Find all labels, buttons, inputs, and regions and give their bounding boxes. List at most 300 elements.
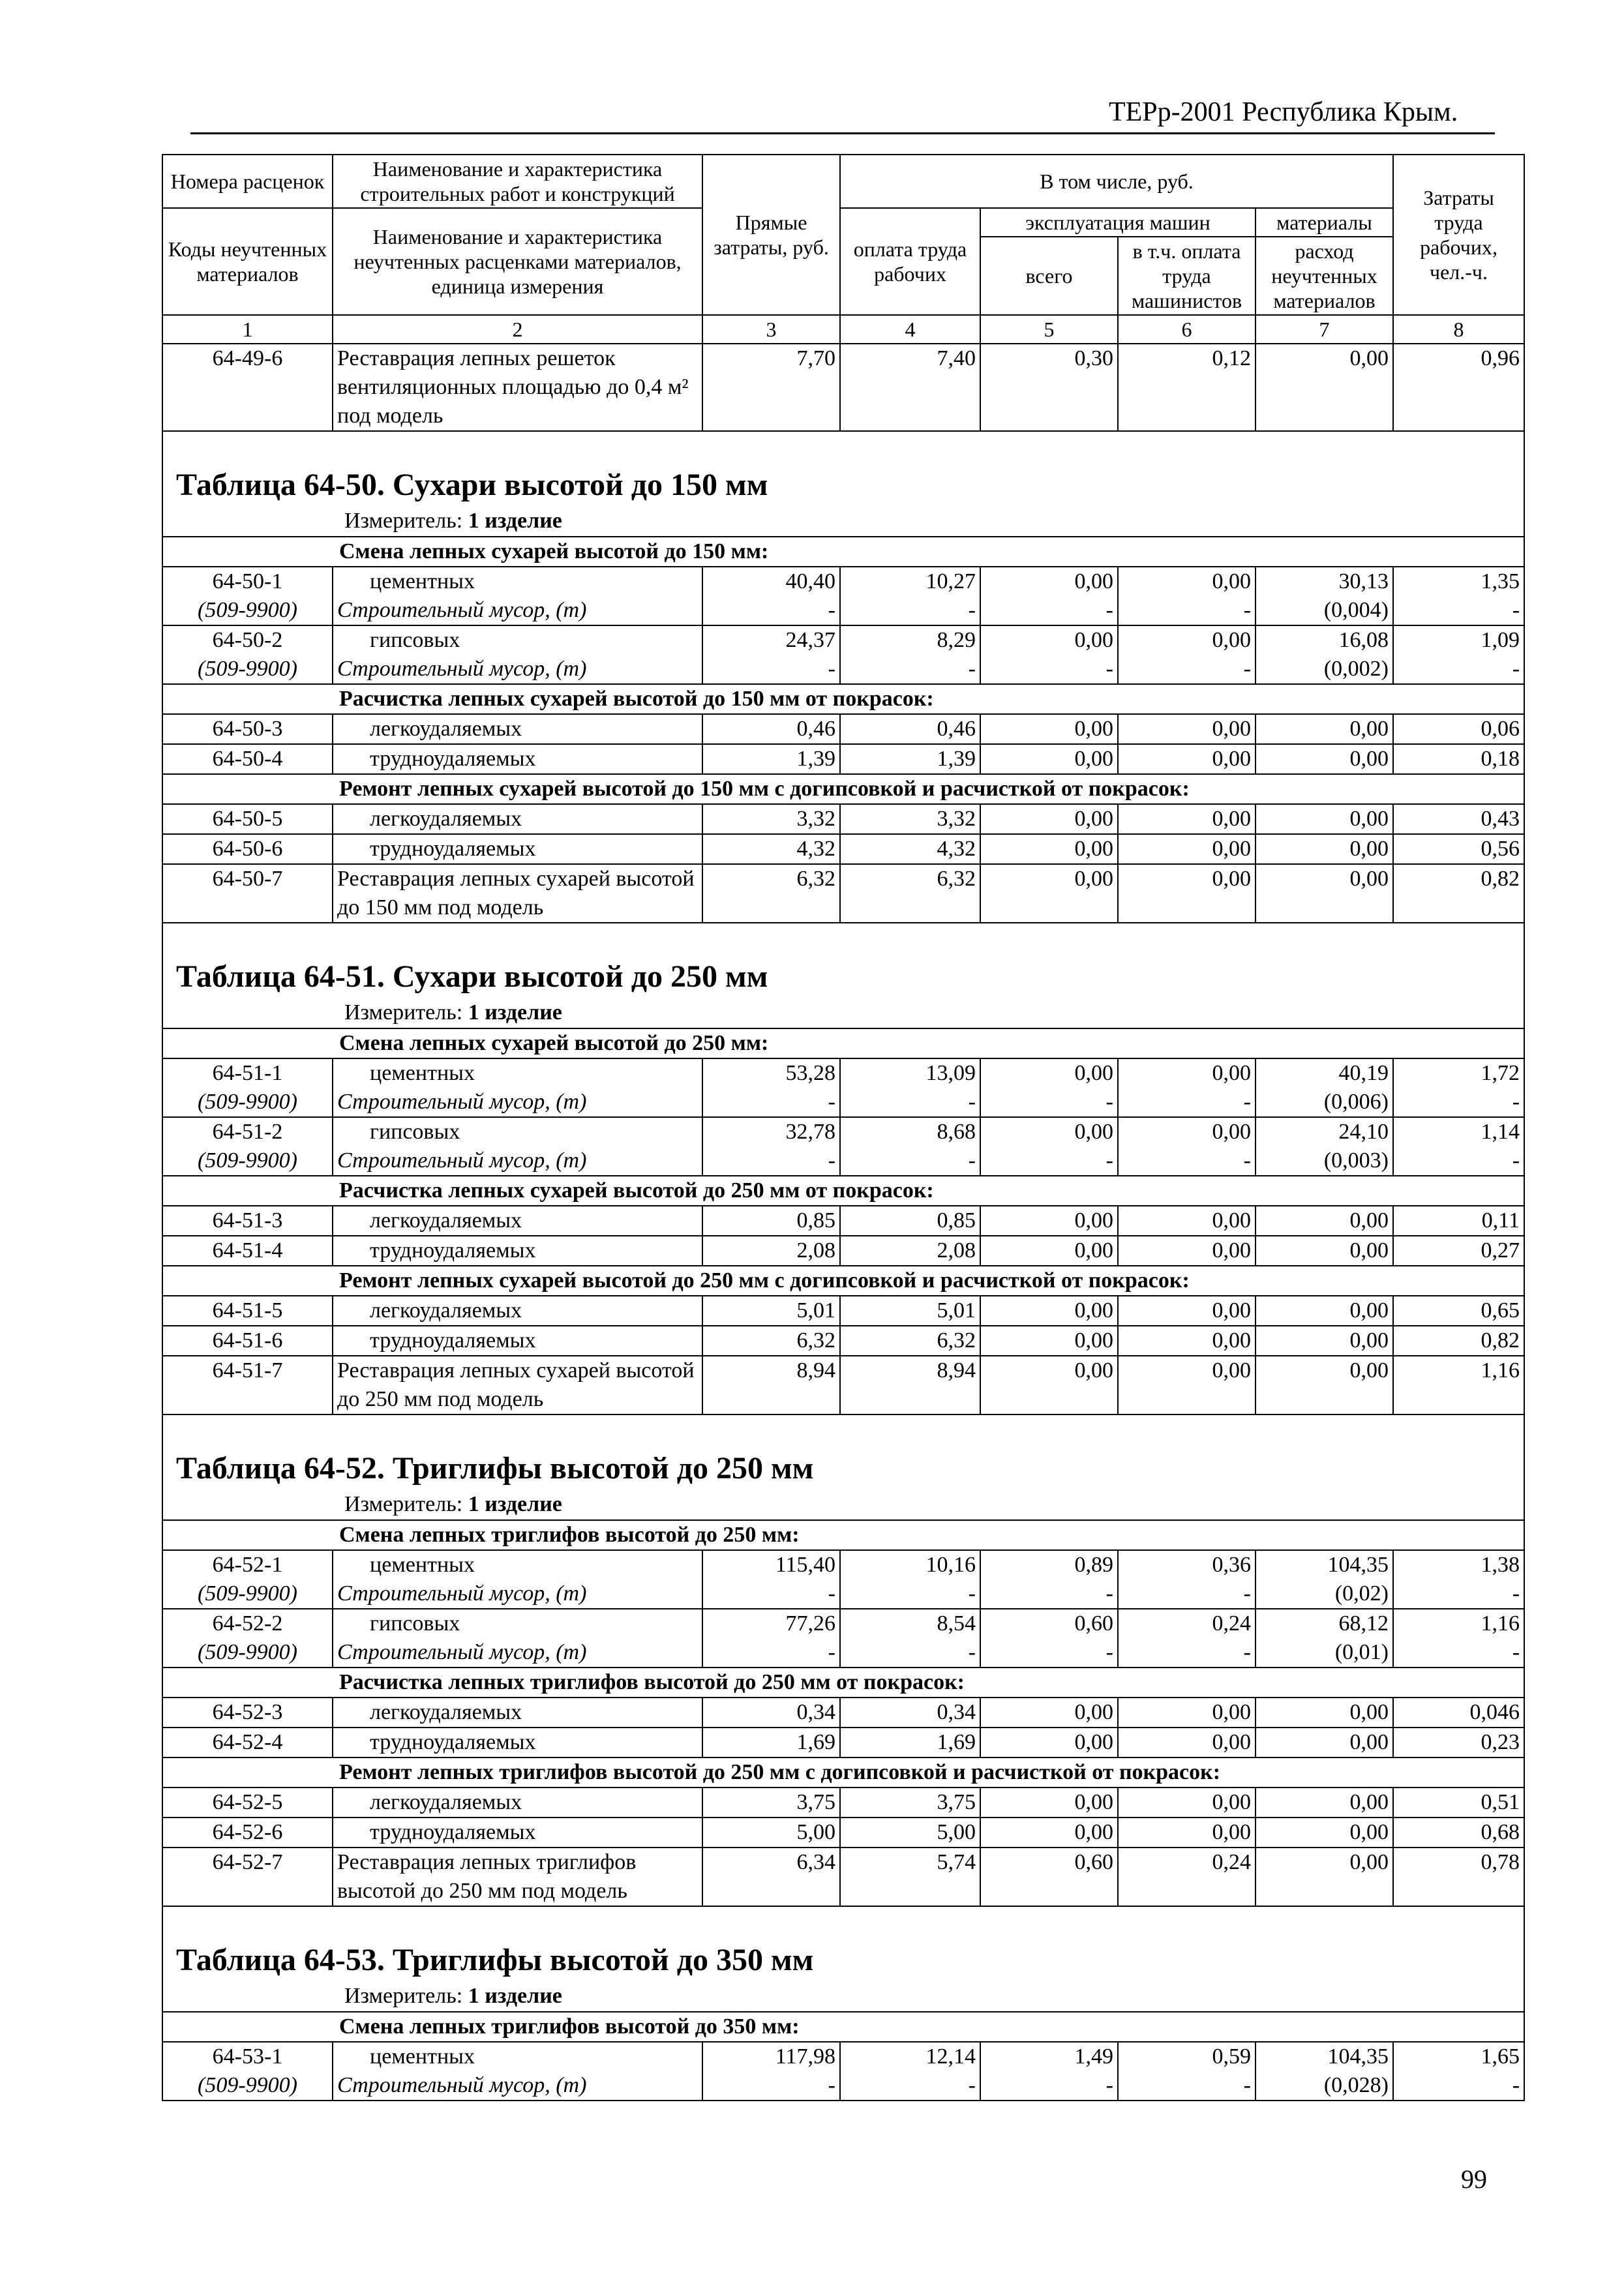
- machinist-pay-value: -: [1118, 1088, 1256, 1117]
- material-consumption-value: 104,35: [1256, 2042, 1393, 2071]
- page-number: 99: [1461, 2164, 1487, 2194]
- machinist-pay-value: 0,00: [1118, 714, 1256, 744]
- group-title: Ремонт лепных сухарей высотой до 150 мм с догипсовкой и расчисткой от покрасок:: [162, 774, 1524, 804]
- column-number: 1: [162, 315, 333, 344]
- header-machinist-pay: в т.ч. оплата труда машинистов: [1118, 237, 1256, 315]
- table-row: [162, 567, 1524, 596]
- direct-costs-value: 0,46: [702, 714, 840, 744]
- direct-costs-value: 3,32: [702, 804, 840, 834]
- unit-value: 1 изделие: [468, 509, 562, 533]
- group-row: [162, 1028, 1524, 1058]
- direct-costs-value: 1,69: [702, 1728, 840, 1758]
- table-row: [162, 1356, 1524, 1414]
- rate-code: 64-52-5: [162, 1788, 333, 1818]
- machinist-pay-value: -: [1118, 1579, 1256, 1609]
- worker-pay-value: 6,32: [840, 864, 980, 923]
- material-consumption-value: (0,006): [1256, 1088, 1393, 1117]
- material-name: Строительный мусор, (т): [333, 1088, 702, 1117]
- worker-pay-value: -: [840, 596, 980, 625]
- unit-value: 1 изделие: [468, 1492, 562, 1516]
- machinist-pay-value: 0,36: [1118, 1550, 1256, 1579]
- group-row: [162, 1266, 1524, 1296]
- rate-code: 64-52-3: [162, 1698, 333, 1728]
- labor-costs-value: 1,38: [1393, 1550, 1524, 1579]
- rate-code: 64-51-4: [162, 1236, 333, 1266]
- worker-pay-value: 0,34: [840, 1698, 980, 1728]
- machines-total-value: 0,00: [980, 1788, 1118, 1818]
- machines-total-value: 0,00: [980, 1117, 1118, 1146]
- material-row: [162, 1638, 1524, 1668]
- table-row: [162, 714, 1524, 744]
- rates-table: [162, 154, 1525, 2101]
- labor-costs-value: 1,16: [1393, 1609, 1524, 1638]
- table-row: [162, 344, 1524, 431]
- group-row: [162, 1758, 1524, 1788]
- group-row: [162, 1520, 1524, 1550]
- table-header: [162, 155, 1524, 344]
- direct-costs-value: 77,26: [702, 1609, 840, 1638]
- unit-value: 1 изделие: [468, 1000, 562, 1025]
- table-row: [162, 1728, 1524, 1758]
- table-row: [162, 1117, 1524, 1146]
- machines-total-value: 0,00: [980, 804, 1118, 834]
- material-row: [162, 1146, 1524, 1176]
- group-row: [162, 537, 1524, 567]
- material-code: (509-9900): [162, 655, 333, 684]
- header-machines-total: всего: [980, 237, 1118, 315]
- rate-name: легкоудаляемых: [333, 804, 702, 834]
- column-number: 4: [840, 315, 980, 344]
- worker-pay-value: 8,68: [840, 1117, 980, 1146]
- rate-name: трудноудаляемых: [333, 744, 702, 774]
- worker-pay-value: 8,29: [840, 625, 980, 655]
- table-row: [162, 1698, 1524, 1728]
- machines-total-value: -: [980, 596, 1118, 625]
- group-title: Ремонт лепных триглифов высотой до 250 мм с догипсовкой и расчисткой от покрасок:: [162, 1758, 1524, 1788]
- table-heading: [162, 431, 1524, 537]
- material-consumption-value: 0,00: [1256, 1788, 1393, 1818]
- direct-costs-value: 53,28: [702, 1058, 840, 1088]
- group-title: Смена лепных триглифов высотой до 250 мм:: [162, 1520, 1524, 1550]
- rate-name: Реставрация лепных решеток вентиляционных площадью до 0,4 м² под модель: [333, 344, 702, 431]
- rate-name: Реставрация лепных сухарей высотой до 250 мм под модель: [333, 1356, 702, 1414]
- table-title: Таблица 64-53. Триглифы высотой до 350 мм: [176, 1943, 814, 1977]
- worker-pay-value: 3,75: [840, 1788, 980, 1818]
- machines-total-value: 0,00: [980, 1296, 1118, 1326]
- material-name: Строительный мусор, (т): [333, 1638, 702, 1668]
- unit-label: Измеритель:: [344, 509, 463, 533]
- worker-pay-value: -: [840, 1088, 980, 1117]
- machines-total-value: 0,60: [980, 1848, 1118, 1906]
- group-title: Ремонт лепных сухарей высотой до 250 мм с догипсовкой и расчисткой от покрасок:: [162, 1266, 1524, 1296]
- labor-costs-value: 1,65: [1393, 2042, 1524, 2071]
- table-row: [162, 1550, 1524, 1579]
- machinist-pay-value: 0,24: [1118, 1609, 1256, 1638]
- rate-name: легкоудаляемых: [333, 1206, 702, 1236]
- column-number: 7: [1256, 315, 1393, 344]
- header-including: В том числе, руб.: [840, 155, 1393, 208]
- header-material-name: Наименование и характеристика неучтенных расценками материалов, единица измерения: [333, 208, 702, 315]
- header-worker-pay: оплата труда рабочих: [840, 208, 980, 315]
- direct-costs-value: 7,70: [702, 344, 840, 431]
- rate-code: 64-50-3: [162, 714, 333, 744]
- worker-pay-value: 12,14: [840, 2042, 980, 2071]
- header-materials: материалы: [1256, 208, 1393, 237]
- machinist-pay-value: 0,00: [1118, 1818, 1256, 1848]
- machines-total-value: 0,60: [980, 1609, 1118, 1638]
- direct-costs-value: -: [702, 1579, 840, 1609]
- table-title: Таблица 64-52. Триглифы высотой до 250 мм: [176, 1451, 814, 1486]
- machines-total-value: 0,00: [980, 1236, 1118, 1266]
- rate-name: цементных: [333, 2042, 702, 2071]
- machines-total-value: 0,00: [980, 744, 1118, 774]
- material-consumption-value: 0,00: [1256, 344, 1393, 431]
- worker-pay-value: -: [840, 1638, 980, 1668]
- rate-code: 64-50-6: [162, 834, 333, 864]
- material-consumption-value: 0,00: [1256, 1728, 1393, 1758]
- group-row: [162, 774, 1524, 804]
- material-name: Строительный мусор, (т): [333, 655, 702, 684]
- header-machines: эксплуатация машин: [980, 208, 1256, 237]
- material-consumption-value: 0,00: [1256, 1206, 1393, 1236]
- unit-of-measure: [163, 506, 1524, 536]
- direct-costs-value: 117,98: [702, 2042, 840, 2071]
- rate-name: гипсовых: [333, 1117, 702, 1146]
- worker-pay-value: 10,27: [840, 567, 980, 596]
- group-title: Расчистка лепных сухарей высотой до 150 мм от покрасок:: [162, 684, 1524, 714]
- material-consumption-value: 0,00: [1256, 1698, 1393, 1728]
- unit-label: Измеритель:: [344, 1492, 463, 1516]
- worker-pay-value: 10,16: [840, 1550, 980, 1579]
- machinist-pay-value: 0,59: [1118, 2042, 1256, 2071]
- direct-costs-value: -: [702, 1146, 840, 1176]
- machinist-pay-value: 0,12: [1118, 344, 1256, 431]
- machinist-pay-value: 0,00: [1118, 567, 1256, 596]
- direct-costs-value: -: [702, 596, 840, 625]
- material-name: Строительный мусор, (т): [333, 1579, 702, 1609]
- machines-total-value: -: [980, 1579, 1118, 1609]
- material-code: (509-9900): [162, 1579, 333, 1609]
- direct-costs-value: -: [702, 1088, 840, 1117]
- page-header-title: ТЕРр-2001 Республика Крым.: [1109, 97, 1458, 127]
- material-consumption-value: (0,028): [1256, 2071, 1393, 2101]
- rate-code: 64-51-7: [162, 1356, 333, 1414]
- machinist-pay-value: 0,00: [1118, 1206, 1256, 1236]
- labor-costs-value: 0,06: [1393, 714, 1524, 744]
- table-heading-row: [162, 1414, 1524, 1520]
- machinist-pay-value: 0,00: [1118, 864, 1256, 923]
- table-row: [162, 864, 1524, 923]
- labor-costs-value: 0,96: [1393, 344, 1524, 431]
- material-consumption-value: 0,00: [1256, 714, 1393, 744]
- machinist-pay-value: 0,00: [1118, 1326, 1256, 1356]
- table-row: [162, 1818, 1524, 1848]
- table-heading: [162, 1414, 1524, 1520]
- material-consumption-value: 0,00: [1256, 834, 1393, 864]
- machines-total-value: -: [980, 2071, 1118, 2101]
- material-consumption-value: 0,00: [1256, 1236, 1393, 1266]
- machines-total-value: 1,49: [980, 2042, 1118, 2071]
- labor-costs-value: 0,27: [1393, 1236, 1524, 1266]
- direct-costs-value: 0,85: [702, 1206, 840, 1236]
- material-name: Строительный мусор, (т): [333, 1146, 702, 1176]
- rate-name: трудноудаляемых: [333, 834, 702, 864]
- labor-costs-value: 1,72: [1393, 1058, 1524, 1088]
- rate-name: Реставрация лепных триглифов высотой до 250 мм под модель: [333, 1848, 702, 1906]
- labor-costs-value: 0,68: [1393, 1818, 1524, 1848]
- table-row: [162, 1058, 1524, 1088]
- material-consumption-value: 16,08: [1256, 625, 1393, 655]
- machines-total-value: 0,00: [980, 1206, 1118, 1236]
- machinist-pay-value: 0,00: [1118, 1698, 1256, 1728]
- labor-costs-value: 1,14: [1393, 1117, 1524, 1146]
- machinist-pay-value: 0,00: [1118, 1117, 1256, 1146]
- rate-code: 64-52-1: [162, 1550, 333, 1579]
- material-row: [162, 1579, 1524, 1609]
- unit-of-measure: [163, 998, 1524, 1028]
- machines-total-value: 0,00: [980, 1326, 1118, 1356]
- machinist-pay-value: -: [1118, 2071, 1256, 2101]
- header-direct-costs: Прямые затраты, руб.: [702, 155, 840, 315]
- worker-pay-value: 1,39: [840, 744, 980, 774]
- material-consumption-value: (0,01): [1256, 1638, 1393, 1668]
- rate-name: гипсовых: [333, 1609, 702, 1638]
- group-title: Расчистка лепных сухарей высотой до 250 мм от покрасок:: [162, 1176, 1524, 1206]
- labor-costs-value: -: [1393, 1638, 1524, 1668]
- direct-costs-value: 1,39: [702, 744, 840, 774]
- column-number: 2: [333, 315, 702, 344]
- machines-total-value: 0,00: [980, 1356, 1118, 1414]
- labor-costs-value: 0,046: [1393, 1698, 1524, 1728]
- direct-costs-value: 40,40: [702, 567, 840, 596]
- table-row: [162, 625, 1524, 655]
- labor-costs-value: 1,16: [1393, 1356, 1524, 1414]
- direct-costs-value: 6,32: [702, 1326, 840, 1356]
- rate-code: 64-50-5: [162, 804, 333, 834]
- machinist-pay-value: 0,00: [1118, 1728, 1256, 1758]
- material-consumption-value: (0,02): [1256, 1579, 1393, 1609]
- table-heading-row: [162, 431, 1524, 537]
- column-number: 8: [1393, 315, 1524, 344]
- direct-costs-value: -: [702, 1638, 840, 1668]
- rate-code: 64-52-4: [162, 1728, 333, 1758]
- table-row: [162, 1206, 1524, 1236]
- material-code: (509-9900): [162, 1146, 333, 1176]
- group-row: [162, 1176, 1524, 1206]
- direct-costs-value: 32,78: [702, 1117, 840, 1146]
- material-consumption-value: (0,002): [1256, 655, 1393, 684]
- labor-costs-value: 1,35: [1393, 567, 1524, 596]
- direct-costs-value: 2,08: [702, 1236, 840, 1266]
- labor-costs-value: 0,11: [1393, 1206, 1524, 1236]
- labor-costs-value: 0,23: [1393, 1728, 1524, 1758]
- worker-pay-value: 0,46: [840, 714, 980, 744]
- direct-costs-value: 5,00: [702, 1818, 840, 1848]
- rate-code: 64-50-4: [162, 744, 333, 774]
- labor-costs-value: -: [1393, 1579, 1524, 1609]
- machines-total-value: 0,00: [980, 714, 1118, 744]
- worker-pay-value: 4,32: [840, 834, 980, 864]
- labor-costs-value: -: [1393, 2071, 1524, 2101]
- labor-costs-value: -: [1393, 596, 1524, 625]
- worker-pay-value: 5,00: [840, 1818, 980, 1848]
- labor-costs-value: 0,51: [1393, 1788, 1524, 1818]
- rate-code: 64-52-7: [162, 1848, 333, 1906]
- worker-pay-value: 13,09: [840, 1058, 980, 1088]
- machinist-pay-value: 0,00: [1118, 1296, 1256, 1326]
- machinist-pay-value: 0,00: [1118, 1788, 1256, 1818]
- rate-code: 64-53-1: [162, 2042, 333, 2071]
- machines-total-value: -: [980, 655, 1118, 684]
- rate-code: 64-50-1: [162, 567, 333, 596]
- worker-pay-value: 8,94: [840, 1356, 980, 1414]
- unit-of-measure: [163, 1981, 1524, 2011]
- worker-pay-value: 3,32: [840, 804, 980, 834]
- machinist-pay-value: -: [1118, 1638, 1256, 1668]
- table-title: Таблица 64-51. Сухари высотой до 250 мм: [176, 959, 768, 994]
- material-consumption-value: 24,10: [1256, 1117, 1393, 1146]
- machines-total-value: -: [980, 1638, 1118, 1668]
- machinist-pay-value: 0,00: [1118, 804, 1256, 834]
- worker-pay-value: -: [840, 1146, 980, 1176]
- direct-costs-value: 5,01: [702, 1296, 840, 1326]
- direct-costs-value: -: [702, 2071, 840, 2101]
- rate-name: легкоудаляемых: [333, 1788, 702, 1818]
- rate-code: 64-51-1: [162, 1058, 333, 1088]
- direct-costs-value: 6,32: [702, 864, 840, 923]
- machines-total-value: 0,00: [980, 567, 1118, 596]
- worker-pay-value: 6,32: [840, 1326, 980, 1356]
- table-row: [162, 1326, 1524, 1356]
- worker-pay-value: 2,08: [840, 1236, 980, 1266]
- group-row: [162, 2012, 1524, 2042]
- material-consumption-value: 0,00: [1256, 1326, 1393, 1356]
- material-consumption-value: 0,00: [1256, 1848, 1393, 1906]
- rate-name: Реставрация лепных сухарей высотой до 150 мм под модель: [333, 864, 702, 923]
- rate-code: 64-49-6: [162, 344, 333, 431]
- material-code: (509-9900): [162, 1638, 333, 1668]
- machines-total-value: -: [980, 1146, 1118, 1176]
- material-row: [162, 2071, 1524, 2101]
- direct-costs-value: 115,40: [702, 1550, 840, 1579]
- labor-costs-value: -: [1393, 655, 1524, 684]
- table-heading-row: [162, 1906, 1524, 2012]
- direct-costs-value: 3,75: [702, 1788, 840, 1818]
- worker-pay-value: 0,85: [840, 1206, 980, 1236]
- worker-pay-value: 7,40: [840, 344, 980, 431]
- worker-pay-value: 8,54: [840, 1609, 980, 1638]
- column-number: 5: [980, 315, 1118, 344]
- table-body: [162, 344, 1524, 2101]
- rate-code: 64-50-2: [162, 625, 333, 655]
- labor-costs-value: 0,65: [1393, 1296, 1524, 1326]
- group-title: Смена лепных триглифов высотой до 350 мм:: [162, 2012, 1524, 2042]
- direct-costs-value: 24,37: [702, 625, 840, 655]
- table-row: [162, 804, 1524, 834]
- rate-code: 64-50-7: [162, 864, 333, 923]
- rate-name: легкоудаляемых: [333, 714, 702, 744]
- machines-total-value: 0,00: [980, 1698, 1118, 1728]
- worker-pay-value: -: [840, 1579, 980, 1609]
- rate-name: цементных: [333, 1550, 702, 1579]
- material-consumption-value: 104,35: [1256, 1550, 1393, 1579]
- material-row: [162, 1088, 1524, 1117]
- material-consumption-value: 0,00: [1256, 744, 1393, 774]
- rate-code: 64-51-6: [162, 1326, 333, 1356]
- rate-name: гипсовых: [333, 625, 702, 655]
- material-code: (509-9900): [162, 1088, 333, 1117]
- rate-name: трудноудаляемых: [333, 1728, 702, 1758]
- machinist-pay-value: 0,24: [1118, 1848, 1256, 1906]
- material-consumption-value: (0,004): [1256, 596, 1393, 625]
- machinist-pay-value: 0,00: [1118, 1356, 1256, 1414]
- table-heading-row: [162, 923, 1524, 1028]
- machinist-pay-value: 0,00: [1118, 744, 1256, 774]
- header-material-codes: Коды неучтенных материалов: [162, 208, 333, 315]
- rate-code: 64-51-2: [162, 1117, 333, 1146]
- unit-label: Измеритель:: [344, 1000, 463, 1025]
- direct-costs-value: -: [702, 655, 840, 684]
- rate-name: легкоудаляемых: [333, 1296, 702, 1326]
- unit-label: Измеритель:: [344, 1984, 463, 2008]
- material-consumption-value: 0,00: [1256, 864, 1393, 923]
- table-row: [162, 834, 1524, 864]
- worker-pay-value: -: [840, 655, 980, 684]
- worker-pay-value: 5,74: [840, 1848, 980, 1906]
- machines-total-value: -: [980, 1088, 1118, 1117]
- machines-total-value: 0,00: [980, 625, 1118, 655]
- machines-total-value: 0,00: [980, 1818, 1118, 1848]
- material-consumption-value: 0,00: [1256, 1356, 1393, 1414]
- rate-code: 64-52-2: [162, 1609, 333, 1638]
- machinist-pay-value: -: [1118, 1146, 1256, 1176]
- table-title: Таблица 64-50. Сухари высотой до 150 мм: [176, 468, 768, 502]
- table-row: [162, 744, 1524, 774]
- direct-costs-value: 0,34: [702, 1698, 840, 1728]
- labor-costs-value: 1,09: [1393, 625, 1524, 655]
- labor-costs-value: 0,82: [1393, 1326, 1524, 1356]
- material-consumption-value: 0,00: [1256, 1818, 1393, 1848]
- material-consumption-value: 40,19: [1256, 1058, 1393, 1088]
- machines-total-value: 0,00: [980, 864, 1118, 923]
- machines-total-value: 0,30: [980, 344, 1118, 431]
- worker-pay-value: 1,69: [840, 1728, 980, 1758]
- direct-costs-value: 4,32: [702, 834, 840, 864]
- rate-name: трудноудаляемых: [333, 1326, 702, 1356]
- machines-total-value: 0,00: [980, 834, 1118, 864]
- table-row: [162, 1848, 1524, 1906]
- worker-pay-value: -: [840, 2071, 980, 2101]
- table-heading: [162, 923, 1524, 1028]
- labor-costs-value: 0,43: [1393, 804, 1524, 834]
- material-consumption-value: 30,13: [1256, 567, 1393, 596]
- table-row: [162, 1788, 1524, 1818]
- machinist-pay-value: 0,00: [1118, 1236, 1256, 1266]
- group-title: Расчистка лепных триглифов высотой до 250 мм от покрасок:: [162, 1668, 1524, 1698]
- material-consumption-value: 0,00: [1256, 1296, 1393, 1326]
- machinist-pay-value: -: [1118, 596, 1256, 625]
- rate-code: 64-52-6: [162, 1818, 333, 1848]
- unit-of-measure: [163, 1489, 1524, 1519]
- material-code: (509-9900): [162, 596, 333, 625]
- unit-value: 1 изделие: [468, 1984, 562, 2008]
- header-work-name: Наименование и характеристика строительных работ и конструкций: [333, 155, 702, 208]
- machines-total-value: 0,00: [980, 1058, 1118, 1088]
- material-code: (509-9900): [162, 2071, 333, 2101]
- rate-code: 64-51-3: [162, 1206, 333, 1236]
- material-row: [162, 596, 1524, 625]
- rate-name: трудноудаляемых: [333, 1236, 702, 1266]
